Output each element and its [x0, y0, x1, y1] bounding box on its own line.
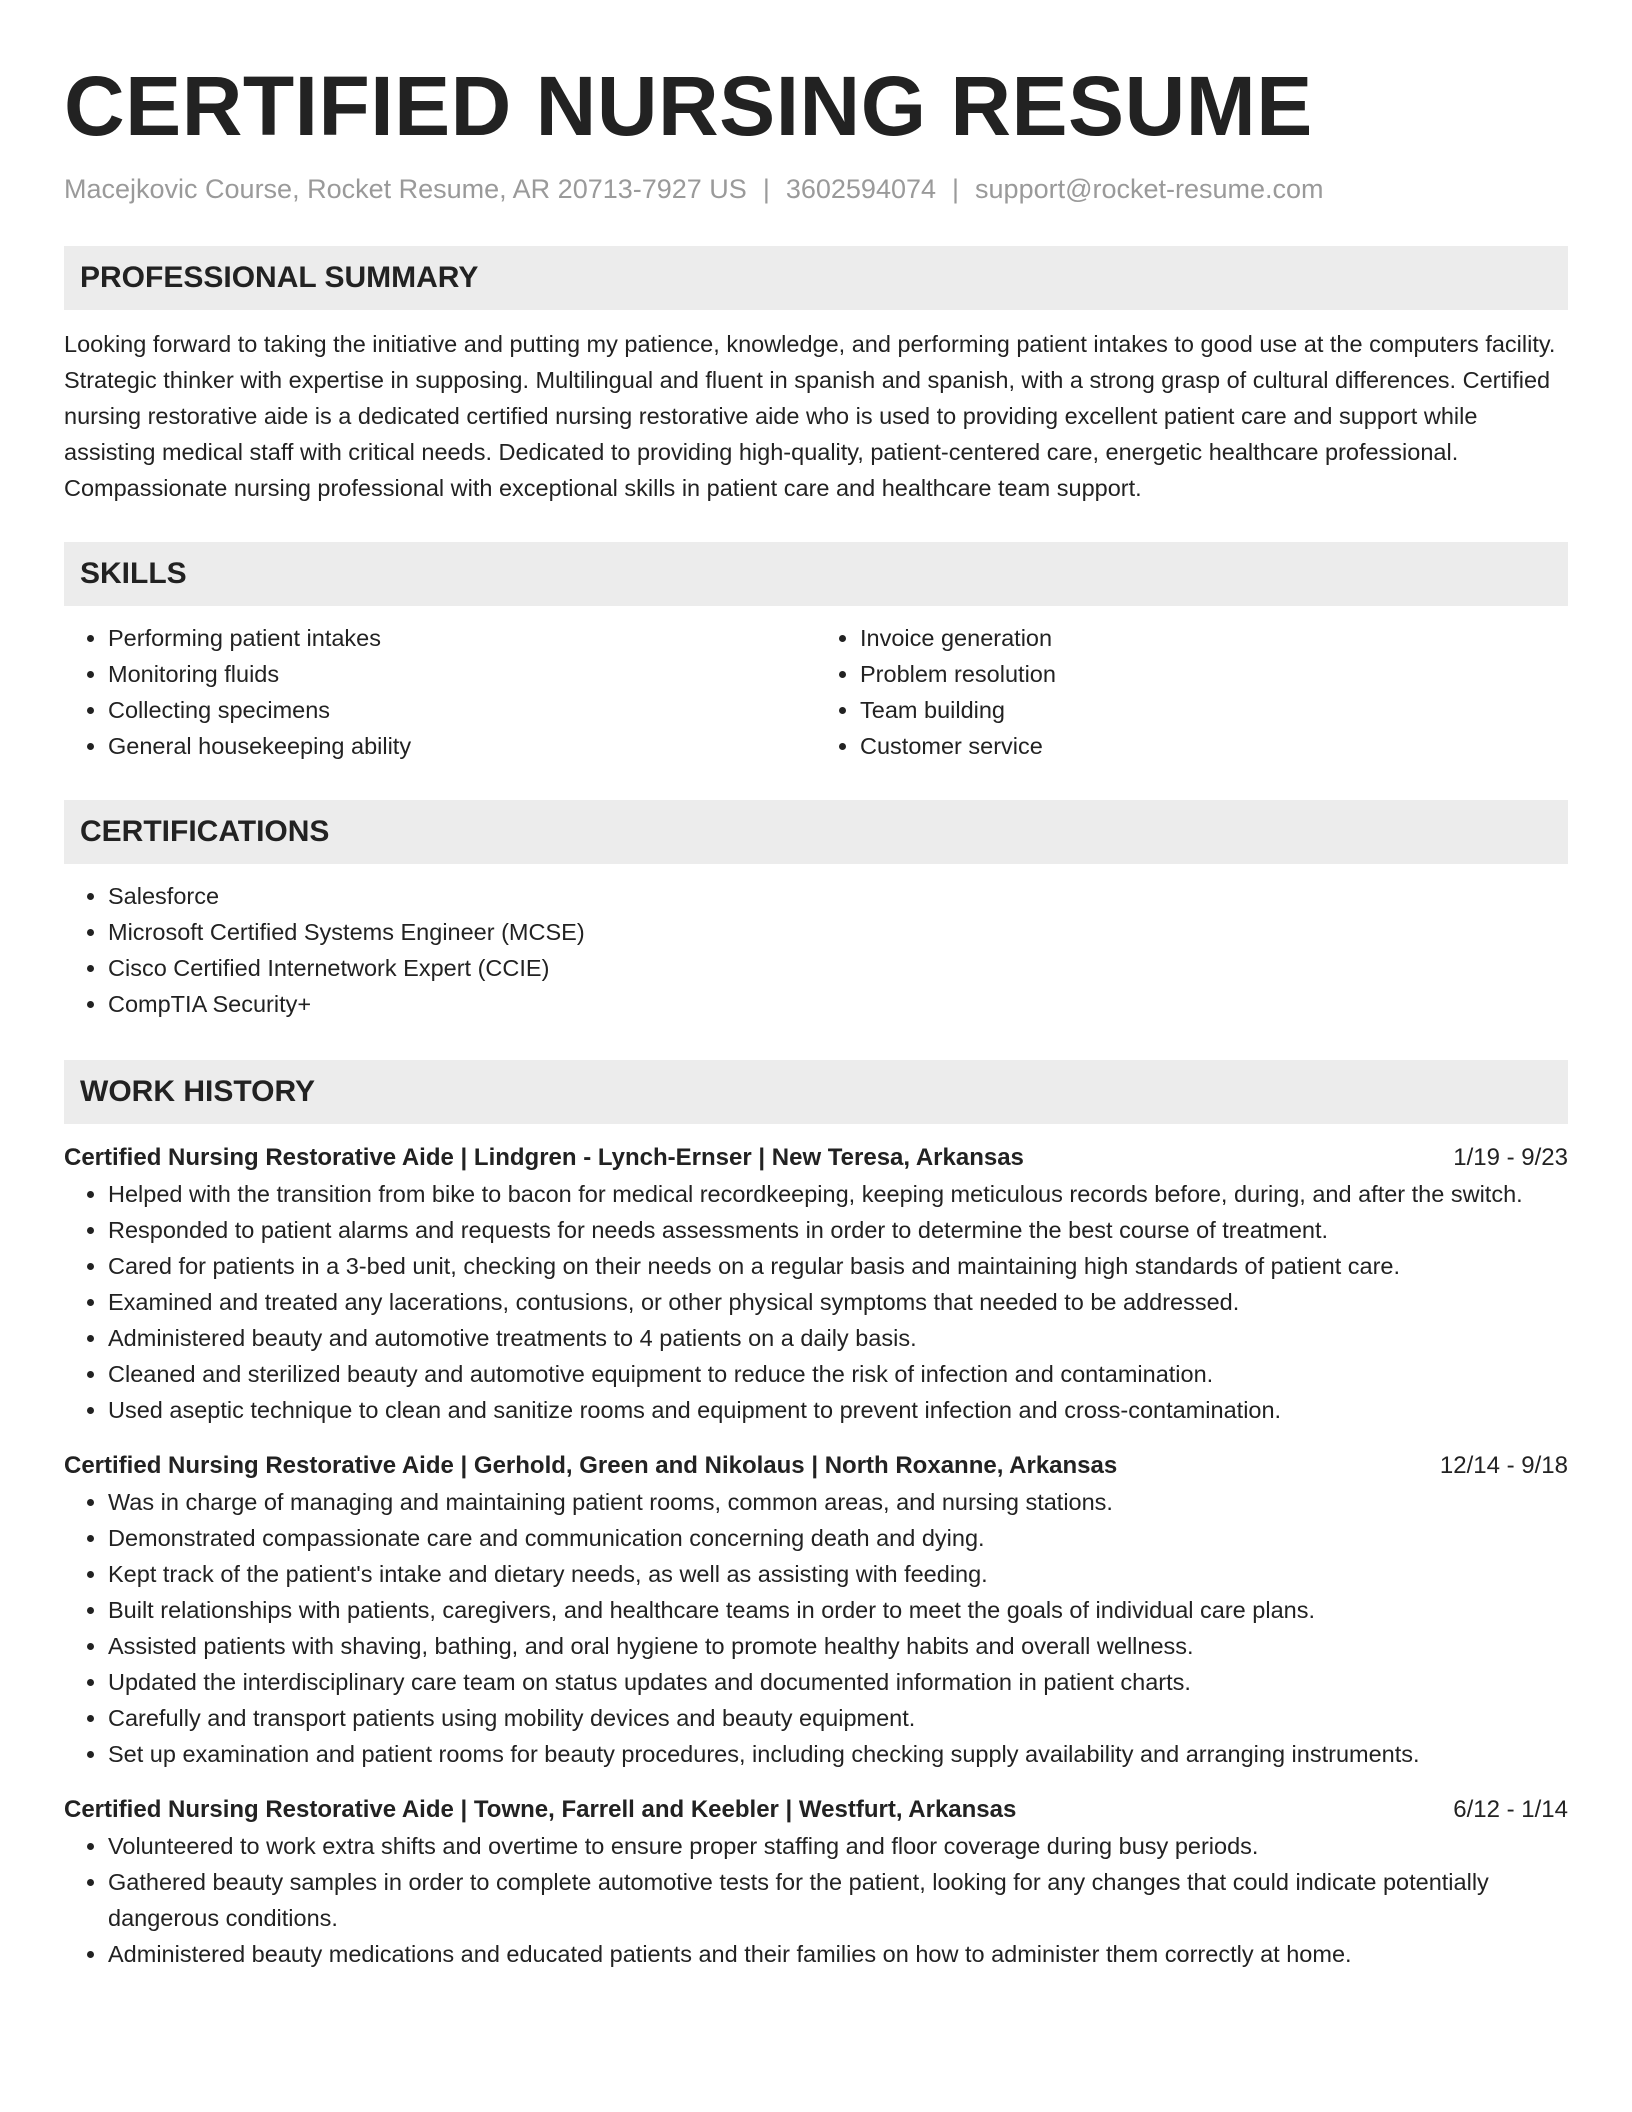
contact-email: support@rocket-resume.com	[975, 174, 1324, 204]
job-bullet: • Helped with the transition from bike to bacon for medical recordkeeping, keeping meticulous records before, during, and after the switch.	[108, 1176, 1568, 1212]
job-bullet: • Cared for patients in a 3-bed unit, checking on their needs on a regular basis and maintaining high standards of patient care.	[108, 1248, 1568, 1284]
job-bullet: • Was in charge of managing and maintaining patient rooms, common areas, and nursing stations.	[108, 1484, 1568, 1520]
contact-address: Macejkovic Course, Rocket Resume, AR 20713-7927 US	[64, 174, 747, 204]
contact-phone: 3602594074	[785, 174, 937, 204]
job-bullets	[64, 1176, 1568, 1428]
job-bullet: • Kept track of the patient's intake and dietary needs, as well as assisting with feeding.	[108, 1556, 1568, 1592]
summary-heading: PROFESSIONAL SUMMARY	[64, 246, 1568, 310]
skill-item: • Team building	[860, 692, 1568, 728]
skills-column-left	[64, 620, 816, 764]
skill-item: • Monitoring fluids	[108, 656, 816, 692]
job-header	[64, 1140, 1568, 1176]
summary-text: Looking forward to taking the initiative and putting my patience, knowledge, and performing patient intakes to good use at the computers facility. Strategic thinker with expertise in supposing. Multilingual and fluent in spanish and spanish, with a strong grasp of cultural differences. Certified nursing restorative aide is a dedicated certified nursing restorative aide who is used to providing excellent patient care and support while assisting medical staff with critical needs. Dedicated to providing high-quality, patient-centered care, energetic healthcare professional. Compassionate nursing professional with exceptional skills in patient care and healthcare team support.	[64, 331, 1556, 501]
certification-item: • Microsoft Certified Systems Engineer (MCSE)	[108, 914, 1568, 950]
job-dates: 1/19 - 9/23	[1453, 1144, 1568, 1171]
skill-item: • Invoice generation	[860, 620, 1568, 656]
job-bullet: • Responded to patient alarms and requests for needs assessments in order to determine the best course of treatment.	[108, 1212, 1568, 1248]
contact-separator: |	[952, 174, 960, 204]
work-history-heading: WORK HISTORY	[64, 1060, 1568, 1124]
certifications-list	[64, 878, 1568, 1022]
job-bullet: • Used aseptic technique to clean and sanitize rooms and equipment to prevent infection and cross-contamination.	[108, 1392, 1568, 1428]
skills-heading: SKILLS	[64, 542, 1568, 606]
job-bullet: • Carefully and transport patients using mobility devices and beauty equipment.	[108, 1700, 1568, 1736]
job-bullet: • Updated the interdisciplinary care team on status updates and documented information in patient charts.	[108, 1664, 1568, 1700]
job-bullet: • Examined and treated any lacerations, contusions, or other physical symptoms that needed to be addressed.	[108, 1284, 1568, 1320]
job-dates: 12/14 - 9/18	[1439, 1452, 1568, 1479]
job-entry	[64, 1140, 1568, 1428]
skill-item: • Problem resolution	[860, 656, 1568, 692]
skills-column-right	[816, 620, 1568, 764]
job-bullet: • Set up examination and patient rooms for beauty procedures, including checking supply availability and arranging instruments.	[108, 1736, 1568, 1772]
skill-item: • Performing patient intakes	[108, 620, 816, 656]
job-bullet: • Administered beauty and automotive treatments to 4 patients on a daily basis.	[108, 1320, 1568, 1356]
job-bullets	[64, 1484, 1568, 1772]
job-entry	[64, 1792, 1568, 1972]
job-bullet: • Built relationships with patients, caregivers, and healthcare teams in order to meet the goals of individual care plans.	[108, 1592, 1568, 1628]
job-bullets	[64, 1828, 1568, 1972]
job-bullet: • Cleaned and sterilized beauty and automotive equipment to reduce the risk of infection and contamination.	[108, 1356, 1568, 1392]
job-header	[64, 1448, 1568, 1484]
job-title: Certified Nursing Restorative Aide | Lindgren - Lynch-Ernser | New Teresa, Arkansas	[64, 1144, 1024, 1171]
job-title: Certified Nursing Restorative Aide | Towne, Farrell and Keebler | Westfurt, Arkansas	[64, 1796, 1017, 1823]
job-title: Certified Nursing Restorative Aide | Gerhold, Green and Nikolaus | North Roxanne, Arkansas	[64, 1452, 1118, 1479]
job-bullet: • Assisted patients with shaving, bathing, and oral hygiene to promote healthy habits and overall wellness.	[108, 1628, 1568, 1664]
job-dates: 6/12 - 1/14	[1453, 1796, 1568, 1823]
job-header	[64, 1792, 1568, 1828]
certification-item: • Cisco Certified Internetwork Expert (CCIE)	[108, 950, 1568, 986]
job-bullet: • Demonstrated compassionate care and communication concerning death and dying.	[108, 1520, 1568, 1556]
skill-item: • Collecting specimens	[108, 692, 816, 728]
contact-line	[64, 172, 1568, 206]
job-bullet: • Gathered beauty samples in order to complete automotive tests for the patient, looking for any changes that could indicate potentially dangerous conditions.	[108, 1864, 1568, 1936]
certifications-heading: CERTIFICATIONS	[64, 800, 1568, 864]
resume-title: CERTIFIED NURSING RESUME	[64, 59, 1313, 153]
certification-item: • CompTIA Security+	[108, 986, 1568, 1022]
skills-list	[64, 620, 1568, 764]
contact-separator: |	[762, 174, 770, 204]
job-bullet: • Administered beauty medications and educated patients and their families on how to administer them correctly at home.	[108, 1936, 1568, 1972]
certification-item: • Salesforce	[108, 878, 1568, 914]
job-entry	[64, 1448, 1568, 1772]
resume-page	[64, 0, 1568, 1972]
skill-item: • General housekeeping ability	[108, 728, 816, 764]
skill-item: • Customer service	[860, 728, 1568, 764]
job-bullet: • Volunteered to work extra shifts and overtime to ensure proper staffing and floor coverage during busy periods.	[108, 1828, 1568, 1864]
